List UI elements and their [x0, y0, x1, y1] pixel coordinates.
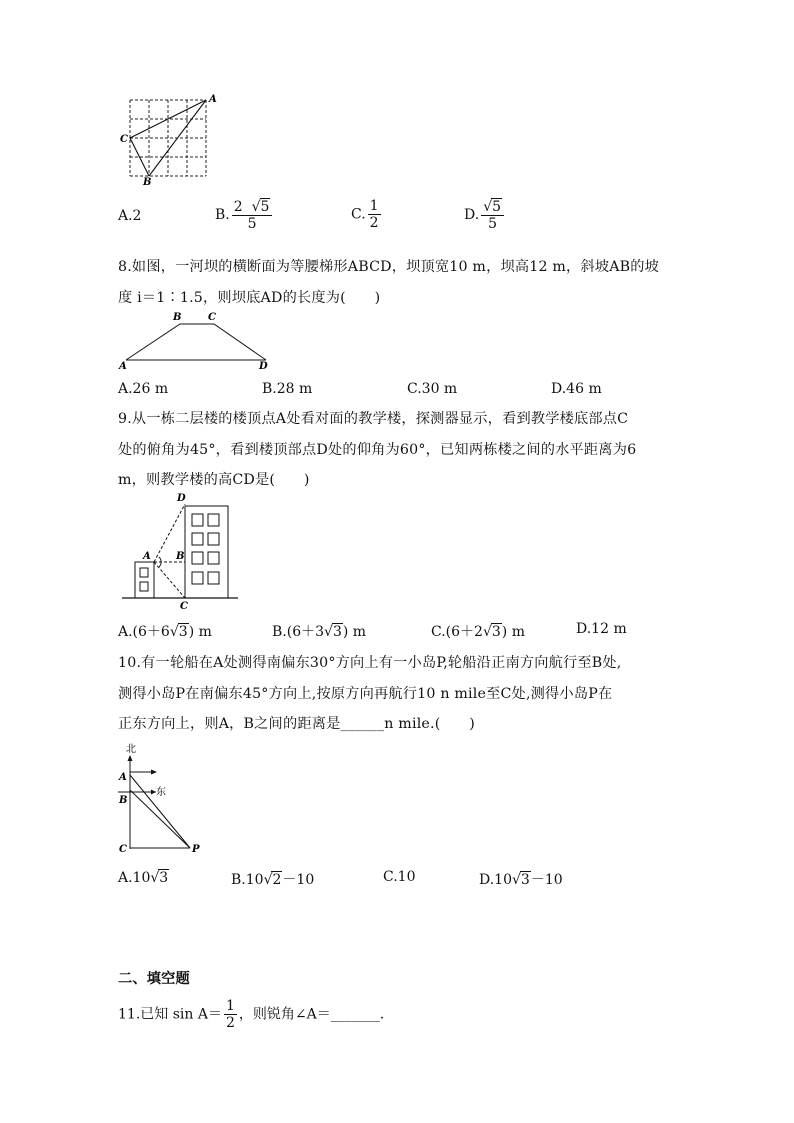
q9-label-b: B — [176, 551, 185, 562]
q9-label-a: A — [143, 551, 151, 562]
q10-text-line2: 测得小岛P在南偏东45°方向上,按原方向再航行10 n mile至C处,测得小岛P在 — [118, 686, 613, 702]
q7-option-d-frac: $\frac{√5}{5}$ — [481, 198, 504, 232]
q10-label-c: C — [119, 844, 127, 855]
section-heading: 二、填空题 — [118, 971, 190, 987]
q7-option-a — [118, 208, 141, 224]
q10-d-rad: 3 — [520, 872, 530, 888]
q7-option-b — [215, 198, 274, 232]
q10-option-c: C.10 — [383, 869, 416, 885]
q7-d-den: 5 — [488, 216, 498, 233]
q9-b-pre: B.(6＋3 — [272, 624, 325, 640]
q8-text-line2: 度 i＝1∶1.5，则坝底AD的长度为( ) — [118, 290, 381, 306]
q9-text-line2: 处的俯角为45°，看到楼顶部点D处的仰角为60°，已知两栋楼之间的水平距离为6 — [118, 442, 637, 458]
q8-trapezoid-figure — [118, 310, 278, 372]
q9-option-c: C.(6＋2√3) m — [431, 624, 525, 640]
q8-option-d: D.46 m — [551, 381, 602, 397]
q9-option-a: A.(6＋6√3) m — [118, 624, 212, 640]
q8-option-b: B.28 m — [262, 381, 313, 397]
q8-option-c: C.30 m — [407, 381, 458, 397]
q7-b-rad: 5 — [260, 199, 270, 215]
q10-text-line1: 10.有一轮船在A处测得南偏东30°方向上有一小岛P,轮船沿正南方向航行至B处, — [118, 655, 622, 671]
q9-label-d: D — [177, 493, 186, 504]
q9-c-pre: C.(6＋2 — [431, 624, 483, 640]
q10-b-rad: 2 — [272, 872, 282, 888]
q7-label-c: C — [120, 134, 128, 145]
q7-option-a-text: A.2 — [118, 208, 142, 224]
q9-option-d: D.12 m — [576, 621, 627, 637]
q8-label-c: C — [208, 312, 216, 323]
q7-option-c — [351, 198, 383, 231]
q7-option-d-prefix: D. — [464, 207, 480, 224]
q9-a-post: ) m — [188, 624, 212, 640]
q7-c-den: 2 — [369, 215, 379, 232]
q10-label-north: 北 — [126, 744, 136, 755]
q7-option-c-frac — [368, 198, 381, 231]
q10-d-pre: D.10 — [479, 872, 512, 888]
q7-option-c-prefix: C. — [351, 206, 366, 223]
q7-b-num: 2 — [233, 199, 243, 215]
q9-b-rad: 3 — [332, 624, 342, 640]
q10-a-pre: A.10 — [118, 870, 151, 886]
q9-a-rad: 3 — [178, 624, 188, 640]
q11-num: 1 — [225, 998, 235, 1014]
q10-label-p: P — [192, 844, 200, 855]
q10-navigation-figure — [116, 740, 208, 858]
q10-option-a: A.10√3 — [118, 870, 169, 886]
q10-option-b: B.10√2－10 — [231, 872, 315, 888]
q10-label-east: 东 — [156, 787, 166, 798]
q9-b-post: ) m — [342, 624, 367, 640]
q8-text-line1: 8.如图，一河坝的横断面为等腰梯形ABCD，坝顶宽10 m，坝高12 m，斜坡AB的坡 — [118, 259, 660, 275]
q11-text — [118, 998, 384, 1031]
q8-option-a: A.26 m — [118, 381, 169, 397]
q10-option-d: D.10√3－10 — [479, 872, 563, 888]
q11-post: ，则锐角∠A＝_______. — [238, 1006, 385, 1023]
q7-option-d — [464, 198, 506, 232]
q10-a-rad: 3 — [159, 870, 169, 886]
q7-option-b-prefix: B. — [215, 207, 230, 224]
q11-den: 2 — [225, 1015, 235, 1032]
q7-d-rad: 5 — [492, 199, 502, 215]
q8-label-d: D — [259, 361, 268, 372]
q11-frac — [224, 998, 237, 1031]
q11-pre: 11.已知 sin A＝ — [118, 1006, 222, 1023]
q9-a-pre: A.(6＋6 — [118, 624, 170, 640]
q9-buildings-figure — [118, 490, 243, 612]
q9-text-line3: m，则教学楼的高CD是( ) — [118, 472, 310, 488]
q10-label-b: B — [119, 795, 128, 806]
q7-b-den: 5 — [247, 216, 257, 233]
q10-b-pre: B.10 — [231, 872, 264, 888]
q10-text-line3: 正东方向上，则A，B之间的距离是______n mile.( ) — [118, 716, 475, 732]
q7-grid-figure — [118, 92, 222, 188]
q10-label-a: A — [119, 772, 127, 783]
q10-b-post: －10 — [282, 872, 315, 888]
q10-d-post: －10 — [530, 872, 563, 888]
q7-label-b: B — [143, 177, 152, 188]
q7-option-b-frac: $\frac{2 √5}{5}$ — [232, 198, 273, 232]
q9-label-c: C — [180, 601, 188, 612]
q9-option-b: B.(6＋3√3) m — [272, 624, 367, 640]
q9-c-rad: 3 — [491, 624, 501, 640]
q9-c-post: ) m — [501, 624, 525, 640]
q7-c-num: 1 — [369, 198, 379, 214]
q9-text-line1: 9.从一栋二层楼的楼顶点A处看对面的教学楼，探测器显示，看到教学楼底部点C — [118, 411, 629, 427]
q7-label-a: A — [209, 94, 217, 105]
q8-label-b: B — [173, 312, 182, 323]
q8-label-a: A — [119, 361, 127, 372]
